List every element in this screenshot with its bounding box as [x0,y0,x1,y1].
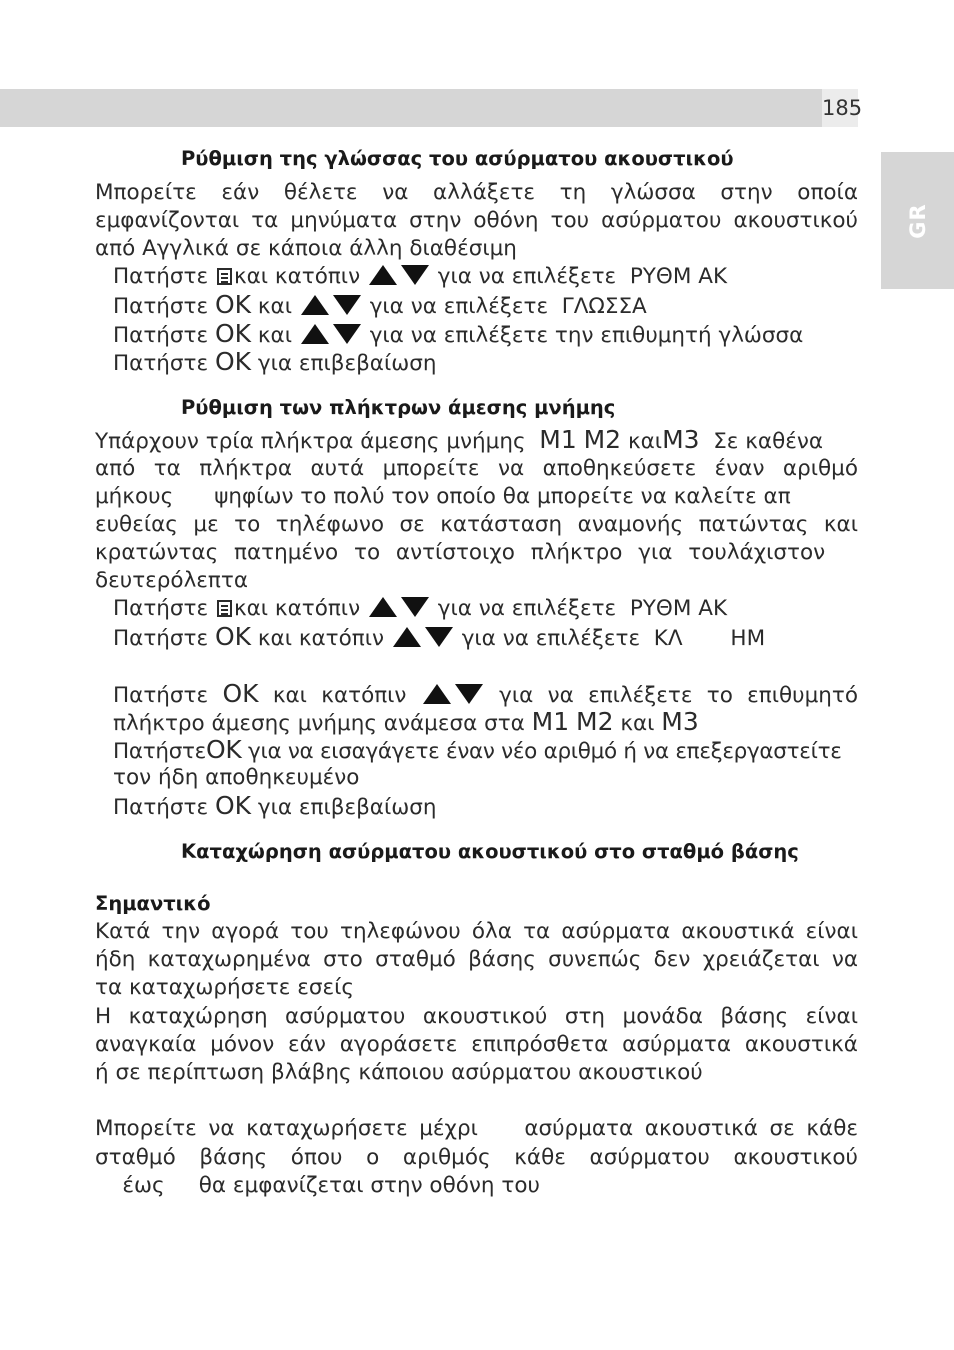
ok-key-icon: OK [222,679,259,708]
arrow-down-icon [401,597,429,617]
arrow-down-icon [425,627,453,647]
ok-key-icon: OK [214,319,252,348]
paragraph-line: από τα πλήκτρα αυτά μπορείτε να αποθηκεύσετε έναν αριθμό [95,456,858,481]
paragraph-line: Μπορείτε να καταχωρήσετε μέχρι ασύρματα ακουστικά σε κάθε [95,1116,858,1141]
paragraph-line: Υπάρχουν τρία πλήκτρα άμεσης μνήμης M1 M2 καιM3 Σε καθένα [95,425,824,454]
arrow-down-icon [333,295,361,315]
language-tab-label: GR [905,202,930,239]
paragraph-line: Κατά την αγορά του τηλεφώνου όλα τα ασύρματα ακουστικά είναι [95,919,858,944]
paragraph-line: από Αγγλικά σε κάποια άλλη διαθέσιμη [95,236,517,261]
language-tab [881,152,954,289]
paragraph-line: κρατώντας πατημένο το αντίστοιχο πλήκτρο για τουλάχιστον [95,540,826,565]
menu-target: ΚΛ ΗΜ [653,626,766,651]
step-1: Πατήστε και κατόπιν για να επιλέξετε ΡΥΘΜ ΑΚ [113,264,728,289]
step-2: Πατήστε OK και κατόπιν για να επιλέξετε ΚΛ ΗΜ [113,622,766,651]
step-3: Πατήστε OK και κατόπιν για να επιλέξετε το επιθυμητό [113,679,859,708]
m3-key: M3 [662,425,700,454]
menu-icon [217,268,232,285]
step-1: Πατήστε και κατόπιν για να επιλέξετε ΡΥΘΜ ΑΚ [113,596,728,621]
paragraph-line: σταθμό βάσης όπου ο αριθμός κάθε ασύρματου ακουστικού [95,1145,858,1170]
arrow-down-icon [333,324,361,344]
ok-key-icon: OK [214,347,252,376]
ok-key-icon: OK [214,791,252,820]
page-number: 185 [822,89,858,127]
m1-key: M1 [539,425,577,454]
paragraph-line: τα καταχωρήσετε εσείς [95,975,355,1000]
m1-key: M1 [531,707,570,736]
paragraph-line: Μπορείτε εάν θέλετε να αλλάξετε τη γλώσσα στην οποία [95,180,858,205]
step-5: Πατήστε OK για επιβεβαίωση [113,791,437,820]
ok-key-icon: OK [214,622,252,651]
ok-key-icon: OK [214,290,252,319]
section-heading-speed-dial: Ρύθμιση των πλήκτρων άμεσης μνήμης [181,396,616,419]
arrow-up-icon [369,597,397,617]
step-4: ΠατήστεOK για να εισαγάγετε έναν νέο αριθμό ή να επεξεργαστείτε [113,735,842,764]
section-heading-registration: Καταχώρηση ασύρματου ακουστικού στο σταθμό βάσης [181,840,799,863]
m2-key: M2 [583,425,622,454]
step-2: Πατήστε OK και για να επιλέξετε ΓΛΩΣΣΑ [113,290,647,319]
paragraph-line: Η καταχώρηση ασύρματου ακουστικού στη μονάδα βάσης είναι [95,1004,858,1029]
arrow-up-icon [423,684,451,704]
m3-key: M3 [661,707,699,736]
step-4: Πατήστε OK για επιβεβαίωση [113,347,437,376]
paragraph-line: ή σε περίπτωση βλάβης κάποιου ασύρματου ακουστικού [95,1060,703,1085]
paragraph-line: αναγκαία μόνον εάν αγοράσετε επιπρόσθετα ασύρματα ακουστικά [95,1032,858,1057]
arrow-down-icon [455,684,483,704]
section-heading-language: Ρύθμιση της γλώσσας του ασύρματου ακουστικού [181,147,734,170]
header-bar [0,89,822,127]
paragraph-line: ευθείας με το τηλέφωνο σε κατάσταση αναμονής πατώντας και [95,512,858,537]
paragraph-line: έως θα εμφανίζεται στην οθόνη του [95,1173,540,1198]
step-3-continued: πλήκτρο άμεσης μνήμης ανάμεσα στα M1 M2 και M3 [113,707,699,736]
arrow-up-icon [393,627,421,647]
step-3: Πατήστε OK και για να επιλέξετε την επιθυμητή γλώσσα [113,319,804,348]
arrow-down-icon [401,265,429,285]
arrow-up-icon [301,324,329,344]
ok-key-icon: OK [206,735,242,764]
arrow-up-icon [369,265,397,285]
m2-key: M2 [576,707,614,736]
menu-target: ΡΥΘΜ ΑΚ [629,264,728,289]
menu-target: ΡΥΘΜ ΑΚ [629,596,728,621]
paragraph-line: δευτερόλεπτα [95,568,248,593]
important-label: Σημαντικό [95,892,211,915]
menu-icon [217,600,232,617]
arrow-up-icon [301,295,329,315]
step-4-continued: τον ήδη αποθηκευμένο [113,765,360,790]
paragraph-line: μήκους ψηφίων το πολύ τον οποίο θα μπορείτε να καλείτε απ [95,484,791,509]
paragraph-line: εμφανίζονται τα μηνύματα στην οθόνη του ασύρματου ακουστικού [95,208,858,233]
paragraph-line: ήδη καταχωρημένα στο σταθμό βάσης συνεπώς δεν χρειάζεται να [95,947,858,972]
menu-target: ΓΛΩΣΣΑ [561,294,647,319]
